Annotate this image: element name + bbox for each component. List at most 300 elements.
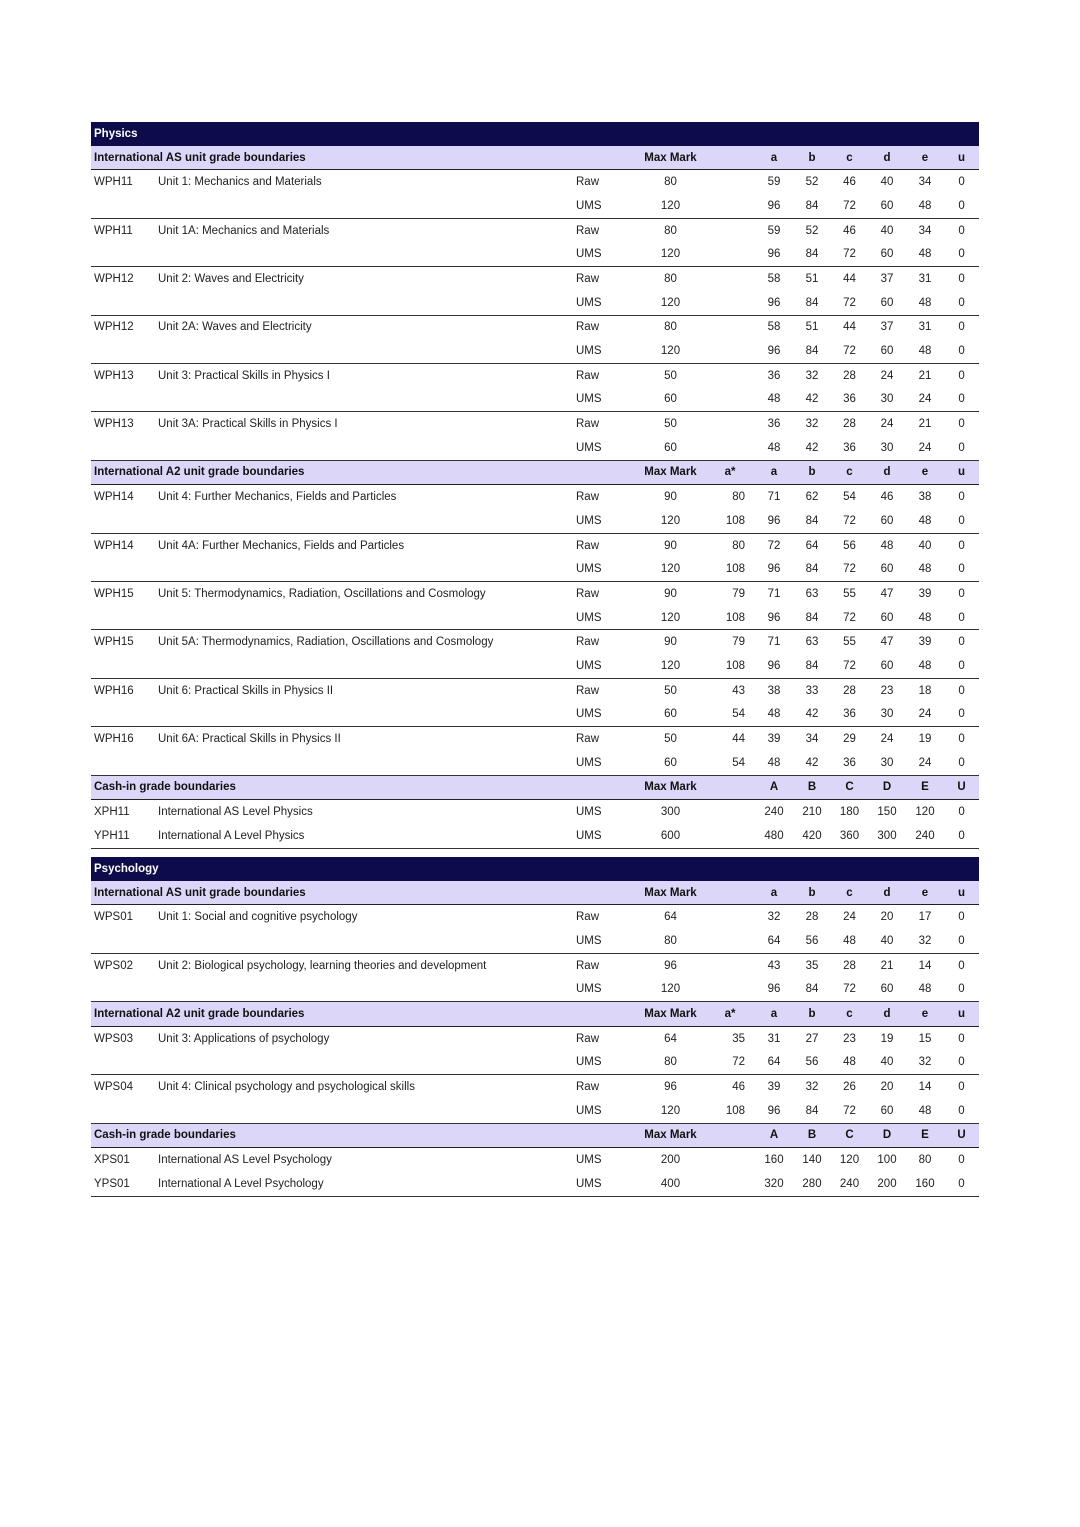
grade-value: 42 [793, 751, 831, 775]
grade-value: 84 [793, 509, 831, 533]
max-mark: 80 [636, 929, 705, 953]
grade-value: 80 [918, 1154, 932, 1167]
grade-value: 47 [880, 587, 894, 600]
grade-value: 0 [958, 911, 965, 924]
grade-value: 62 [805, 491, 819, 504]
grade-value: 0 [958, 321, 965, 334]
grade-value: 34 [805, 733, 819, 746]
grade-value: 0 [944, 557, 979, 581]
grade-value [705, 388, 755, 412]
grade-value: 96 [755, 291, 793, 315]
grade-value: 280 [793, 1172, 831, 1196]
grade-value: 37 [880, 321, 894, 334]
table-row [91, 315, 979, 339]
table-row [91, 388, 979, 412]
grade-value: 0 [958, 733, 965, 746]
grade-value: 84 [793, 194, 831, 218]
grade-value: 26 [843, 1081, 856, 1094]
mark-type: UMS [576, 557, 636, 581]
max-mark: 60 [636, 703, 705, 727]
mark-type: Raw [576, 491, 600, 504]
table-row [91, 606, 979, 630]
grade-header: d [868, 881, 906, 905]
grade-value: 0 [944, 1051, 979, 1075]
table-row [91, 436, 979, 460]
grade-value: 108 [705, 1099, 755, 1123]
unit-code [91, 242, 158, 266]
grade-value: 0 [958, 1032, 965, 1045]
grade-header: u [944, 460, 979, 485]
grade-value: 96 [755, 1099, 793, 1123]
max-mark-header: Max Mark [636, 775, 705, 800]
grade-value: 47 [880, 636, 894, 649]
table-row [91, 1099, 979, 1123]
grade-header: E [906, 1123, 944, 1148]
grade-value: 24 [906, 436, 944, 460]
grade-value: 48 [880, 539, 894, 552]
grade-value [705, 905, 755, 929]
unit-name [158, 339, 576, 363]
grade-value: 56 [793, 1051, 831, 1075]
grade-value: 72 [831, 606, 868, 630]
grade-value: 24 [880, 369, 894, 382]
mark-type: Raw [576, 539, 600, 552]
max-mark: 120 [636, 654, 705, 678]
mark-type: Raw [576, 369, 600, 382]
unit-code: WPS04 [94, 1081, 133, 1094]
grade-value: 14 [918, 1081, 932, 1094]
grade-value: 60 [868, 606, 906, 630]
grade-value: 24 [843, 911, 856, 924]
cashin-section-header [91, 775, 979, 800]
grade-value [705, 291, 755, 315]
grade-value: 72 [767, 539, 781, 552]
grade-value: 28 [843, 684, 856, 697]
grade-value: 0 [944, 929, 979, 953]
grade-header: C [831, 1123, 868, 1148]
grade-value: 21 [880, 959, 894, 972]
grade-header: a* [705, 460, 755, 485]
max-mark: 90 [664, 491, 677, 504]
grade-value: 160 [764, 1154, 784, 1167]
grade-value: 72 [705, 1051, 755, 1075]
unit-name [158, 1051, 576, 1075]
psychology-grade-table [91, 857, 979, 1197]
grade-header: e [906, 1002, 944, 1027]
grade-value: 0 [958, 587, 965, 600]
unit-name [158, 194, 576, 218]
unit-name [158, 557, 576, 581]
max-mark-header: Max Mark [636, 1002, 705, 1027]
grade-value: 0 [958, 369, 965, 382]
grade-value: 52 [805, 176, 819, 189]
unit-name: Unit 2: Biological psychology, learning theories and development [158, 959, 487, 972]
max-mark: 120 [636, 339, 705, 363]
table-row [91, 485, 979, 509]
grade-value: 51 [805, 321, 819, 334]
section-label: Cash-in grade boundaries [91, 1123, 636, 1148]
mark-type: Raw [576, 1032, 600, 1045]
grade-value: 32 [805, 369, 819, 382]
section-label: International A2 unit grade boundaries [91, 460, 636, 485]
grade-value: 14 [918, 959, 932, 972]
grade-value: 72 [831, 291, 868, 315]
table-row [91, 1051, 979, 1075]
grade-value: 19 [880, 1032, 894, 1045]
grade-header: b [793, 881, 831, 905]
unit-code: WPH12 [94, 321, 134, 334]
grade-value: 84 [793, 242, 831, 266]
grade-value [705, 977, 755, 1001]
grade-value: 64 [755, 929, 793, 953]
table-row [91, 339, 979, 363]
grade-value: 0 [944, 388, 979, 412]
grade-value: 84 [793, 977, 831, 1001]
grade-value: 0 [944, 339, 979, 363]
grade-value: 54 [705, 703, 755, 727]
unit-name [158, 929, 576, 953]
grade-value [705, 339, 755, 363]
max-mark: 90 [664, 636, 677, 649]
unit-name: Unit 1: Mechanics and Materials [158, 176, 322, 189]
grade-value: 96 [755, 509, 793, 533]
grade-value: 24 [880, 418, 894, 431]
unit-code: WPH13 [94, 418, 134, 431]
unit-code: WPH11 [94, 224, 133, 237]
grade-value: 23 [843, 1032, 856, 1045]
unit-name [158, 388, 576, 412]
unit-code [91, 977, 158, 1001]
table-row [91, 800, 979, 824]
grade-header: A [755, 1123, 793, 1148]
subject-title: Physics [91, 122, 979, 146]
grade-value: 44 [843, 321, 856, 334]
unit-code: WPH14 [94, 539, 134, 552]
grade-value: 24 [880, 733, 894, 746]
grade-value [705, 315, 755, 339]
unit-code: WPH13 [94, 369, 134, 382]
grade-value: 240 [906, 824, 944, 848]
grade-value: 108 [705, 654, 755, 678]
grade-value: 60 [868, 291, 906, 315]
grade-value: 48 [906, 242, 944, 266]
grade-header: a [755, 460, 793, 485]
grade-value: 48 [906, 1099, 944, 1123]
grade-value: 48 [755, 436, 793, 460]
table-row [91, 582, 979, 606]
grade-value: 36 [831, 436, 868, 460]
cashin-section-header [91, 1123, 979, 1148]
grade-value [705, 412, 755, 436]
max-mark: 64 [664, 1032, 677, 1045]
grade-value: 0 [944, 509, 979, 533]
grade-value: 0 [944, 703, 979, 727]
grade-header: e [906, 460, 944, 485]
table-row [91, 824, 979, 848]
grade-value: 60 [868, 242, 906, 266]
grade-value: 43 [767, 959, 781, 972]
grade-value: 96 [755, 339, 793, 363]
grade-value: 120 [915, 806, 935, 819]
grade-value: 40 [868, 1051, 906, 1075]
max-mark-header: Max Mark [636, 1123, 705, 1148]
table-row [91, 929, 979, 953]
grade-value: 108 [705, 606, 755, 630]
grade-header: a [755, 146, 793, 170]
table-row [91, 1172, 979, 1196]
mark-type: UMS [576, 291, 636, 315]
mark-type: UMS [576, 1051, 636, 1075]
grade-value: 40 [880, 176, 894, 189]
unit-name: Unit 3: Practical Skills in Physics I [158, 369, 330, 382]
unit-code [91, 194, 158, 218]
grade-value: 38 [918, 491, 932, 504]
grade-value: 420 [793, 824, 831, 848]
unit-name [158, 606, 576, 630]
unit-name [158, 703, 576, 727]
table-row [91, 751, 979, 775]
grade-value [705, 242, 755, 266]
grade-value: 36 [831, 751, 868, 775]
unit-code: WPH16 [94, 684, 134, 697]
grade-value: 0 [944, 1099, 979, 1123]
grade-header: a [755, 881, 793, 905]
max-mark: 96 [664, 959, 677, 972]
table-row [91, 678, 979, 702]
grade-value: 60 [868, 509, 906, 533]
unit-name: Unit 6: Practical Skills in Physics II [158, 684, 334, 697]
grade-value: 64 [755, 1051, 793, 1075]
table-row [91, 242, 979, 266]
grade-value: 24 [906, 388, 944, 412]
max-mark: 50 [664, 684, 677, 697]
grade-value: 200 [868, 1172, 906, 1196]
grade-value: 48 [755, 388, 793, 412]
grade-value: 48 [831, 929, 868, 953]
grade-value: 42 [793, 703, 831, 727]
grade-value: 0 [944, 977, 979, 1001]
grade-value: 48 [906, 557, 944, 581]
max-mark: 120 [636, 509, 705, 533]
grade-value: 96 [755, 606, 793, 630]
grade-value: 0 [944, 291, 979, 315]
max-mark: 120 [636, 1099, 705, 1123]
unit-code [91, 1099, 158, 1123]
grade-header [705, 881, 755, 905]
grade-value: 0 [958, 1154, 965, 1167]
grade-value: 42 [793, 436, 831, 460]
table-row [91, 1148, 979, 1172]
grade-value: 0 [958, 224, 965, 237]
grade-value: 48 [906, 977, 944, 1001]
unit-code [91, 509, 158, 533]
unit-name: Unit 5: Thermodynamics, Radiation, Oscillations and Cosmology [158, 587, 486, 600]
unit-name [158, 977, 576, 1001]
unit-name: Unit 2A: Waves and Electricity [158, 321, 312, 334]
table-row [91, 727, 979, 751]
subject-title: Psychology [91, 857, 979, 881]
table-row [91, 953, 979, 977]
grade-value: 63 [805, 636, 819, 649]
mark-type: UMS [576, 1172, 636, 1196]
mark-type: Raw [576, 587, 600, 600]
unit-code [91, 751, 158, 775]
grade-header: b [793, 460, 831, 485]
grade-value: 160 [906, 1172, 944, 1196]
grade-value: 36 [831, 703, 868, 727]
grade-value: 39 [918, 587, 932, 600]
mark-type: Raw [576, 684, 600, 697]
mark-type: UMS [576, 388, 636, 412]
as-section-header [91, 146, 979, 170]
grade-header: A [755, 775, 793, 800]
grade-header: B [793, 775, 831, 800]
unit-code: WPH15 [94, 587, 134, 600]
unit-name: Unit 3A: Practical Skills in Physics I [158, 418, 338, 431]
grade-value: 34 [918, 176, 932, 189]
grade-header: u [944, 1002, 979, 1027]
max-mark: 300 [660, 806, 681, 819]
grade-value: 150 [877, 806, 897, 819]
grade-header: B [793, 1123, 831, 1148]
grade-header: a [755, 1002, 793, 1027]
grade-value [705, 953, 755, 977]
grade-value: 40 [880, 224, 894, 237]
unit-code: WPS01 [94, 911, 133, 924]
grade-value: 72 [831, 557, 868, 581]
max-mark: 60 [636, 751, 705, 775]
grade-value: 28 [843, 418, 856, 431]
table-row [91, 291, 979, 315]
grade-value: 32 [767, 911, 781, 924]
grade-value: 28 [805, 911, 819, 924]
grade-value: 59 [767, 176, 781, 189]
grade-value: 72 [831, 242, 868, 266]
grade-value: 0 [958, 959, 965, 972]
grade-header: d [868, 1002, 906, 1027]
mark-type: UMS [576, 824, 636, 848]
grade-header: b [793, 146, 831, 170]
grade-value [705, 1148, 755, 1172]
grade-value: 31 [918, 272, 932, 285]
grade-value: 55 [843, 587, 856, 600]
unit-name: Unit 2: Waves and Electricity [158, 272, 304, 285]
mark-type: Raw [576, 636, 600, 649]
grade-value: 72 [831, 194, 868, 218]
grade-value [705, 824, 755, 848]
qualification-code: XPS01 [94, 1154, 130, 1167]
qualification-name: International A Level Physics [158, 824, 576, 848]
grade-value: 60 [868, 654, 906, 678]
grade-value: 360 [831, 824, 868, 848]
grade-value: 36 [767, 418, 781, 431]
unit-code: WPH11 [94, 176, 133, 189]
unit-name [158, 509, 576, 533]
section-label: Cash-in grade boundaries [91, 775, 636, 800]
table-row [91, 905, 979, 929]
mark-type: UMS [576, 806, 602, 819]
grade-value: 48 [906, 654, 944, 678]
grade-value: 48 [906, 339, 944, 363]
grade-value: 60 [868, 339, 906, 363]
mark-type: UMS [576, 654, 636, 678]
grade-value: 52 [805, 224, 819, 237]
grade-value: 80 [732, 539, 745, 552]
section-label: International AS unit grade boundaries [91, 146, 636, 170]
grade-value: 72 [831, 654, 868, 678]
grade-header: d [868, 146, 906, 170]
grade-value: 58 [767, 321, 781, 334]
mark-type: Raw [576, 272, 600, 285]
max-mark-header: Max Mark [636, 146, 705, 170]
unit-name [158, 654, 576, 678]
mark-type: UMS [576, 339, 636, 363]
unit-code [91, 929, 158, 953]
mark-type: Raw [576, 911, 600, 924]
mark-type: Raw [576, 733, 600, 746]
mark-type: UMS [576, 194, 636, 218]
grade-value: 54 [843, 491, 856, 504]
grade-header: b [793, 1002, 831, 1027]
grade-value: 54 [705, 751, 755, 775]
grade-header [705, 775, 755, 800]
grade-value: 32 [906, 1051, 944, 1075]
grade-value: 28 [843, 369, 856, 382]
unit-code [91, 606, 158, 630]
table-row [91, 194, 979, 218]
mark-type: UMS [576, 751, 636, 775]
grade-value: 32 [805, 418, 819, 431]
grade-value: 21 [918, 418, 932, 431]
grade-value: 240 [764, 806, 784, 819]
grade-value: 0 [944, 824, 979, 848]
unit-code: WPH12 [94, 272, 134, 285]
grade-value: 60 [868, 1099, 906, 1123]
unit-name [158, 1099, 576, 1123]
grade-value: 24 [906, 703, 944, 727]
grade-value: 320 [755, 1172, 793, 1196]
grade-value: 80 [732, 491, 745, 504]
grade-header: C [831, 775, 868, 800]
grade-value: 71 [767, 491, 781, 504]
mark-type: UMS [576, 703, 636, 727]
grade-value [705, 929, 755, 953]
grade-value: 20 [880, 911, 894, 924]
unit-code [91, 388, 158, 412]
grade-value: 72 [831, 509, 868, 533]
grade-value: 18 [918, 684, 932, 697]
grade-value: 27 [805, 1032, 819, 1045]
max-mark: 80 [664, 321, 677, 334]
subject-title-bar [91, 857, 979, 881]
mark-type: UMS [576, 977, 636, 1001]
grade-value: 210 [802, 806, 822, 819]
grade-value: 0 [958, 1081, 965, 1094]
grade-value: 0 [944, 242, 979, 266]
grade-header: U [944, 1123, 979, 1148]
grade-value: 72 [831, 977, 868, 1001]
table-row [91, 218, 979, 242]
max-mark: 50 [664, 733, 677, 746]
max-mark: 90 [664, 587, 677, 600]
grade-value: 300 [868, 824, 906, 848]
grade-value: 34 [918, 224, 932, 237]
mark-type: Raw [576, 224, 600, 237]
grade-value: 36 [831, 388, 868, 412]
unit-name [158, 436, 576, 460]
grade-value: 40 [918, 539, 932, 552]
grade-value: 0 [958, 539, 965, 552]
